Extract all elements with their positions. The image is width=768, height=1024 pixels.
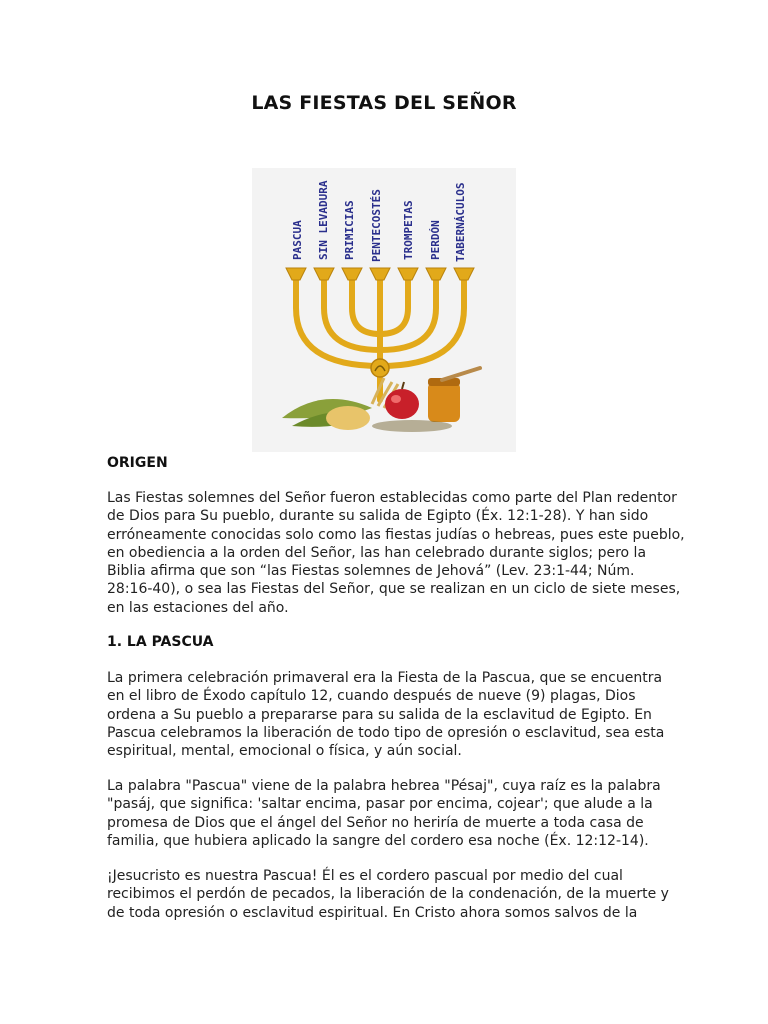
text-line: Pascua celebramos la liberación de todo tipo de opresión o esclavitud, sea esta xyxy=(107,724,665,741)
text-line: "pasáj, que significa: 'saltar encima, pasar por encima, cojear'; que alude a la xyxy=(107,796,653,813)
text-line: La palabra "Pascua" viene de la palabra hebrea "Pésaj", cuya raíz es la palabra xyxy=(107,778,661,794)
text-line: de Dios para Su pueblo, durante su salida de Egipto (Éx. 12:1-28). Y han sido xyxy=(107,508,649,525)
text-line: de toda opresión o esclavitud espiritual. En Cristo ahora somos salvos de la xyxy=(107,904,638,921)
heading-origen: ORIGEN xyxy=(107,455,168,471)
text-line: 28:16-40), o sea las Fiestas del Señor, que se realizan en un ciclo de siete meses, xyxy=(107,581,681,598)
menorah-cups xyxy=(286,268,474,280)
text-line: en obediencia a la orden del Señor, las han celebrado durante siglos; pero la xyxy=(107,544,647,561)
paragraph-origen xyxy=(107,489,685,617)
paragraph-pascua-2 xyxy=(107,777,667,850)
paragraph-pascua-1 xyxy=(107,669,667,760)
text-line: Biblia afirma que son “las Fiestas solemnes de Jehová” (Lev. 23:1-44; Núm. xyxy=(107,563,635,580)
text-line: ¡Jesucristo es nuestra Pascua! Él es el cordero pascual por medio del cual xyxy=(107,868,623,884)
text-line: en el libro de Éxodo capítulo 12, cuando después de nueve (9) plagas, Dios xyxy=(107,688,636,705)
text-line: erróneamente conocidas solo como las fiestas judías o hebreas, pues este pueblo, xyxy=(107,526,685,543)
text-line: en las estaciones del año. xyxy=(107,599,289,616)
menorah-label-pascua: PASCUA xyxy=(291,220,304,260)
document-title: LAS FIESTAS DEL SEÑOR xyxy=(251,92,517,114)
honey-jar-icon xyxy=(428,382,460,422)
menorah-label-tabernaculos: TABERNÁCULOS xyxy=(454,182,467,262)
menorah-medallion xyxy=(371,359,389,377)
apple-icon xyxy=(385,389,419,419)
menorah-label-pentecostes: PENTECOSTÉS xyxy=(370,189,383,262)
text-line: recibimos el perdón de pecados, la liberación de la condenación, de la muerte y xyxy=(107,886,669,903)
menorah-svg xyxy=(252,168,516,452)
text-line: promesa de Dios que el ángel del Señor no heriría de muerte a toda casa de xyxy=(107,814,644,831)
menorah-label-primicias: PRIMICIAS xyxy=(343,200,356,260)
menorah-label-trompetas: TROMPETAS xyxy=(402,200,415,260)
text-line: espiritual, mental, emocional o física, y aún social. xyxy=(107,743,462,760)
heading-la-pascua: 1. LA PASCUA xyxy=(107,634,214,650)
menorah-illustration xyxy=(252,168,516,452)
text-line: Las Fiestas solemnes del Señor fueron establecidas como parte del Plan redentor xyxy=(107,490,677,506)
menorah-label-sin-levadura: SIN LEVADURA xyxy=(317,180,330,260)
text-line: La primera celebración primaveral era la Fiesta de la Pascua, que se encuentra xyxy=(107,670,663,686)
menorah-label-perdon: PERDÓN xyxy=(429,220,442,260)
text-line: ordena a Su pueblo a prepararse para su salida de la esclavitud de Egipto. En xyxy=(107,706,652,723)
text-line: familia, que hubiera aplicado la sangre del cordero esa noche (Éx. 12:12-14). xyxy=(107,832,649,849)
paragraph-pascua-3 xyxy=(107,867,667,922)
